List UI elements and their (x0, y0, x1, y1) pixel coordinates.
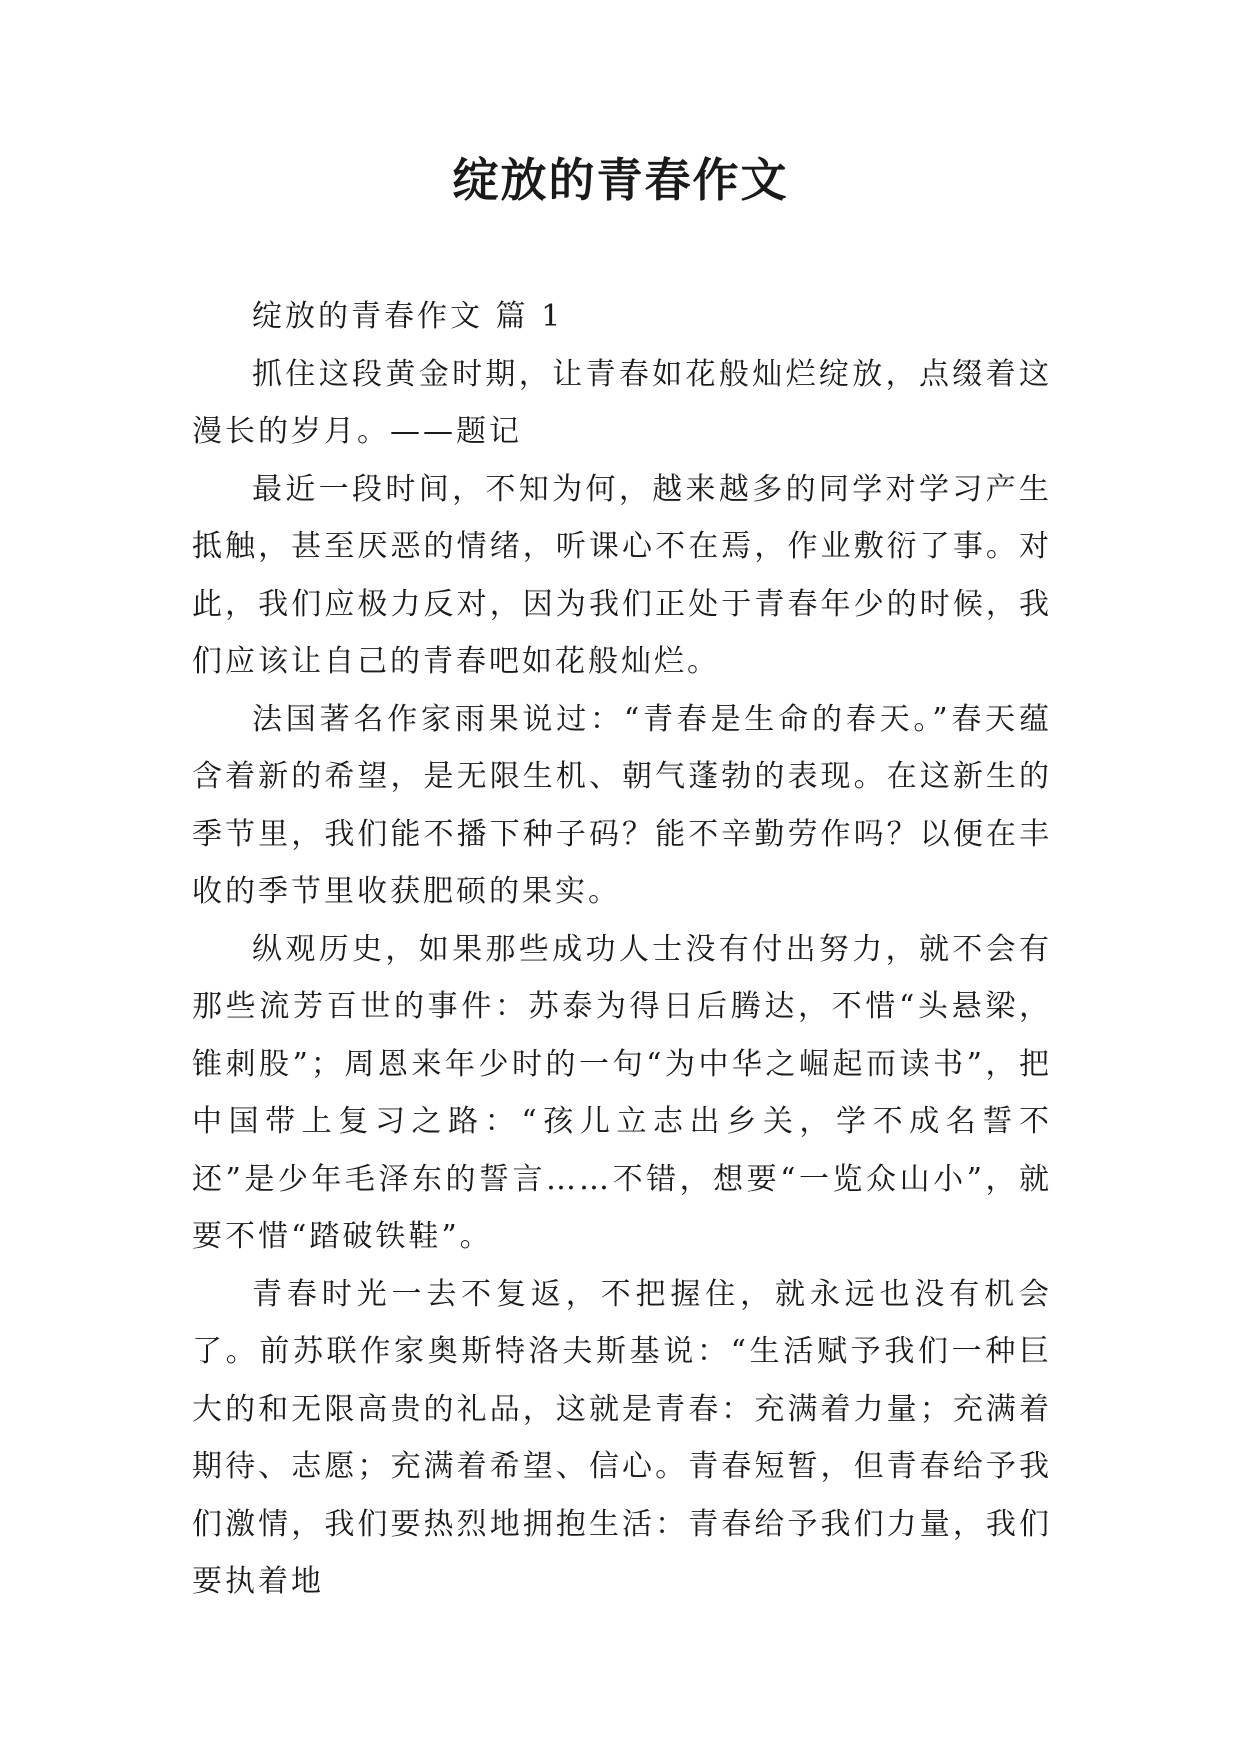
paragraph-epigraph: 抓住这段黄金时期，让青春如花般灿烂绽放，点缀着这漫长的岁月。——题记 (192, 356, 1052, 449)
document-body (192, 288, 1052, 1611)
document-title: 绽放的青春作文 (452, 153, 789, 207)
paragraph: 青春时光一去不复返，不把握住，就永远也没有机会了。前苏联作家奥斯特洛夫斯基说：“生活赋予我们一种巨大的和无限高贵的礼品，这就是青春：充满着力量；充满着期待、志愿；充满着希望、信心。青春短暂，但青春给予我们激情，我们要热烈地拥抱生活：青春给予我们力量，我们要执着地 (192, 1276, 1052, 1599)
paragraph: 法国著名作家雨果说过：“青春是生命的春天。”春天蕴含着新的希望，是无限生机、朝气蓬勃的表现。在这新生的季节里，我们能不播下种子码？能不辛勤劳作吗？以便在丰收的季节里收获肥硕的果实。 (192, 701, 1052, 909)
paragraph: 最近一段时间，不知为何，越来越多的同学对学习产生抵触，甚至厌恶的情绪，听课心不在焉，作业敷衍了事。对此，我们应极力反对，因为我们正处于青春年少的时候，我们应该让自己的青春吧如花般灿烂。 (192, 471, 1052, 679)
section-subtitle: 绽放的青春作文 篇 1 (252, 299, 564, 334)
paragraph: 纵观历史，如果那些成功人士没有付出努力，就不会有那些流芳百世的事件：苏泰为得日后腾达，不惜“头悬梁，锥刺股”；周恩来年少时的一句“为中华之崛起而读书”，把中国带上复习之路：“孩儿立志出乡关，学不成名誓不还”是少年毛泽东的誓言……不错，想要“一览众山小”，就要不惜“踏破铁鞋”。 (192, 931, 1052, 1254)
